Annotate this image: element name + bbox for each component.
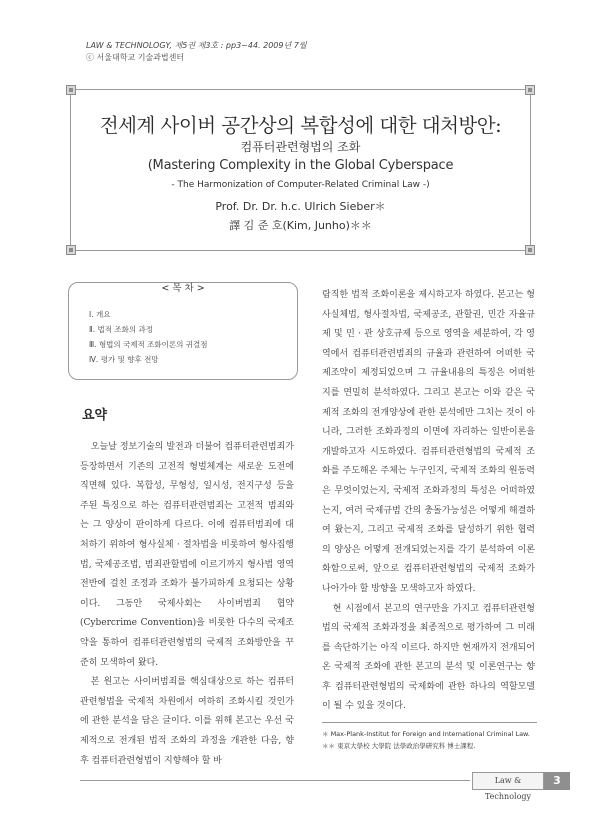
body-paragraph: 본 원고는 사이버범죄를 핵심대상으로 하는 컴퓨터관련형법을 국제적 차원에서 여하히 조화시킬 것인가에 관한 분석을 담은 글이다. 이를 위해 본고는 우선 국제적으로 전개된 법적 조화의 과정을 개관한 다음, 향후 컴퓨터관련형법이 지향해야 할 바	[80, 677, 294, 766]
summary-heading: 요약	[82, 408, 108, 423]
body-paragraph: 람직한 법적 조화이론을 제시하고자 하였다. 본고는 형사실체법, 형사절차법, 국제공조, 관할권, 민간 자율규제 및 민 · 관 상호규제 등으로 영역을 세분하여, 각 영역에서 컴퓨터관련범죄의 규율과 관련하여 어떠한 국제조약이 제정되었으며 그 규율내용의 특징은 어떠한지를 면밀히 분석하였다. 그리고 본고는 이와 같은 국제적 조화의 전개양상에 관한 분석에만 그치는 것이 아니라, 그러한 조화과정의 이면에 자리하는 일반이론을 개발하고자 시도하였다. 컴퓨터관련형법의 국제적 조화를 주도해온 주체는 누구인지, 국제적 조화의 원동력은 무엇이었는지, 국제적 조화과정의 특성은 어떠하였는지, 여러 국제규범 간의 충돌가능성은 어떻게 해결하여 왔는지, 그리고 국제적 조화를 달성하기 위한 협력의 양상은 어떻게 전개되었는지를 각기 분석하여 이론화함으로써, 앞으로 컴퓨터관련형법의 국제적 조화가 나아가야 할 방향을 모색하고자 하였다.	[322, 290, 535, 594]
page-number: 3	[544, 772, 570, 790]
footnote: ＊ Max-Plank-Institut for Foreign and International Criminal Law.	[322, 730, 530, 738]
corner-ornament	[526, 246, 534, 254]
corner-ornament	[67, 246, 75, 254]
footnotes	[322, 728, 552, 752]
copyright-line: ⓒ 서울대학교 기술과법센터	[86, 53, 185, 62]
footer-divider	[80, 780, 470, 781]
toc-title: < 목 차 >	[69, 276, 297, 295]
journal-header	[86, 40, 307, 64]
right-column	[322, 286, 535, 717]
journal-citation: LAW & TECHNOLOGY, 제5권 제3호 : pp3~44. 2009년 7월	[86, 41, 307, 50]
toc-item: Ⅳ. 평가 및 향후 전망	[89, 355, 159, 364]
toc-item: Ⅲ. 형법의 국제적 조화이론의 귀결점	[89, 340, 208, 349]
footnote-divider	[322, 722, 537, 723]
table-of-contents	[68, 282, 298, 380]
body-paragraph: 현 시점에서 본고의 연구만을 가지고 컴퓨터관련형법의 국제적 조화과정을 최종적으로 평가하여 그 미래를 속단하기는 아직 이르다. 하지만 현재까지 전개되어 온 국제적 조화에 관한 본고의 분석 및 이론연구는 향후 컴퓨터관련형법의 국제화에 관한 하나의 역할모델이 될 수 있을 것이다.	[322, 603, 535, 712]
body-paragraph: 오늘날 정보기술의 발전과 더불어 컴퓨터관련범죄가 등장하면서 기존의 고전적 형벌체계는 새로운 도전에 직면해 있다. 복합성, 무형성, 일시성, 전지구성 등을 주된 특징으로 하는 컴퓨터관련범죄는 고전적 범죄와는 그 양상이 판이하게 다르다. 이에 컴퓨터범죄에 대처하기 위하여 형사실체 · 절차법을 비롯하여 형사집행법, 국제공조법, 범죄관할법에 이르기까지 형사법 영역 전반에 걸친 조정과 조화가 불가피하게 요청되는 상황이다. 그동안 국제사회는 사이버범죄 협약(Cybercrime Convention)을 비롯한 다수의 국제조약을 통하여 컴퓨터관련형법의 국제적 조화방안을 꾸준히 모색하여 왔다.	[80, 442, 294, 668]
left-column	[80, 438, 294, 771]
toc-item: Ⅰ. 개요	[89, 310, 111, 319]
toc-item: Ⅱ. 법적 조화의 과정	[89, 325, 153, 334]
toc-list	[89, 307, 208, 367]
article-subtitle-en-secondary: - The Harmonization of Computer-Related Criminal Law -)	[171, 180, 430, 190]
corner-ornament	[526, 86, 534, 94]
footnote: ＊＊ 東京大學校 大學院 法學政治學硏究科 博士課程.	[322, 742, 476, 750]
article-title: 전세계 사이버 공간상의 복합성에 대한 대처방안:	[99, 114, 502, 137]
author-name: Prof. Dr. Dr. h.c. Ulrich Sieber＊	[215, 200, 386, 213]
footer-journal-label: Law & Technology	[472, 772, 544, 790]
title-box	[70, 89, 531, 251]
corner-ornament	[67, 86, 75, 94]
article-subtitle-en: (Mastering Complexity in the Global Cyberspace	[147, 158, 454, 173]
article-subtitle-ko: 컴퓨터관련형법의 조화	[240, 140, 361, 154]
translator-name: 譯 김 준 호(Kim, Junho)＊＊	[229, 219, 372, 232]
